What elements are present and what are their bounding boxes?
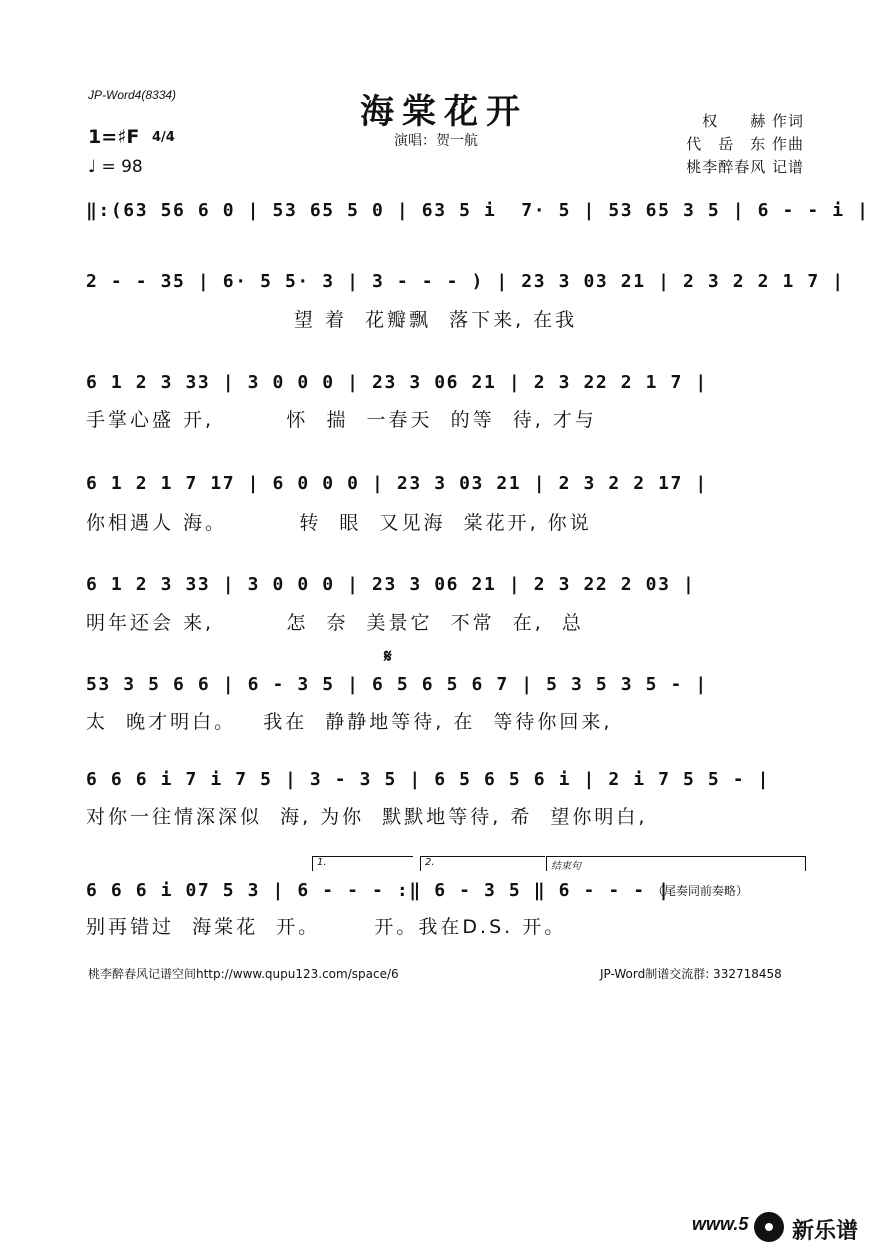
footer-left: 桃李醉春风记谱空间http://www.qupu123.com/space/6	[88, 967, 399, 981]
lyricist-credit: 权 赫 作词	[702, 112, 804, 130]
key-signature	[88, 126, 175, 148]
volta-1: 1.	[312, 856, 413, 871]
notation-line-1: ‖:(63 56 6 0 | 53 65 5 0 | 63 5 i 7· 5 | 53 65 3 5 | 6 - - i |	[86, 200, 870, 221]
notation-line-5: 6 1 2 3 33 | 3 0 0 0 | 23 3 06 21 | 2 3 22 2 03 |	[86, 574, 696, 595]
watermark-url: www.5	[692, 1214, 749, 1234]
software-label: JP-Word4(8334)	[88, 88, 177, 102]
tempo-value: = 98	[101, 157, 143, 177]
vinyl-disc-icon	[754, 1212, 784, 1242]
footer-right: JP-Word制谱交流群: 332718458	[600, 967, 782, 981]
notation-line-3: 6 1 2 3 33 | 3 0 0 0 | 23 3 06 21 | 2 3 22 2 1 7 |	[86, 372, 708, 393]
transcriber-credit: 桃李醉春风 记谱	[686, 158, 804, 176]
time-signature-value: 4/4	[151, 129, 175, 145]
watermark-brand: 新乐谱	[792, 1219, 859, 1244]
lyrics-line-4: 你相遇人 海。 转 眼 又见海 棠花开, 你说	[86, 512, 592, 534]
composer-credit: 代 岳 东 作曲	[686, 135, 804, 153]
lyrics-line-5: 明年还会 来, 怎 奈 美景它 不常 在, 总	[86, 612, 584, 634]
lyrics-line-6: 太 晚才明白。 我在 静静地等待, 在 等待你回来,	[86, 711, 613, 733]
lyrics-line-3: 手掌心盛 开, 怀 揣 一春天 的等 待, 才与	[86, 409, 597, 431]
ending-note: （尾奏同前奏略）	[652, 884, 749, 898]
notation-line-7: 6 6 6 i 7 i 7 5 | 3 - 3 5 | 6 5 6 5 6 i | 2 i 7 5 5 - |	[86, 769, 771, 790]
key-label: 1=♯F	[88, 126, 140, 148]
notation-line-6: 53 3 5 6 6 | 6 - 3 5 | 6 5 6 5 6 7 | 5 3 5 3 5 - |	[86, 674, 708, 695]
singer-credit: 演唱：贺一航	[394, 133, 478, 149]
tempo-marking	[88, 157, 143, 177]
time-signature	[151, 129, 175, 145]
segno-sign: 𝄋	[384, 646, 392, 667]
notation-line-8: 6 6 6 i 07 5 3 | 6 - - - :‖ 6 - 3 5 ‖ 6 - - - |	[86, 880, 671, 901]
notation-line-4: 6 1 2 1 7 17 | 6 0 0 0 | 23 3 03 21 | 2 3 2 2 17 |	[86, 473, 708, 494]
lyrics-line-2: 望 着 花瓣飘 落下来, 在我	[86, 309, 578, 331]
quarter-note-icon: ♩	[88, 157, 97, 177]
lyrics-line-8: 别再错过 海棠花 开。 开。我在D.S. 开。	[86, 916, 567, 938]
volta-ending: 结束句	[546, 856, 806, 871]
song-title: 海棠花开	[360, 92, 528, 132]
notation-line-2: 2 - - 35 | 6· 5 5· 3 | 3 - - - ) | 23 3 03 21 | 2 3 2 2 1 7 |	[86, 271, 845, 292]
lyrics-line-7: 对你一往情深深似 海, 为你 默默地等待, 希 望你明白,	[86, 806, 648, 828]
volta-2: 2.	[420, 856, 545, 871]
